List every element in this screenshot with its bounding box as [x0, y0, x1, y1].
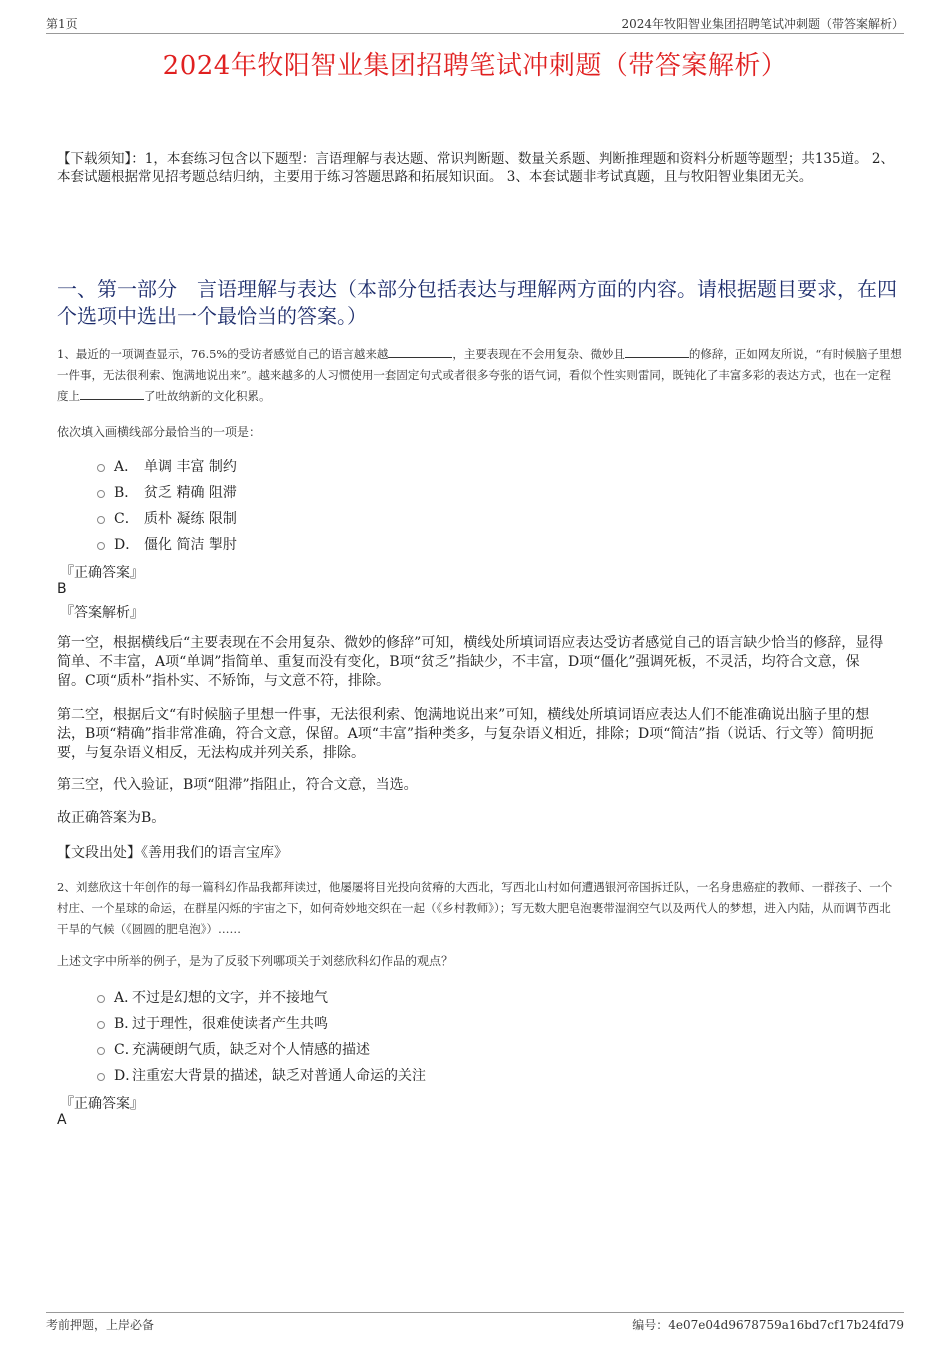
blank-3: [80, 387, 144, 400]
header-doc-title: 2024年牧阳智业集团招聘笔试冲刺题（带答案解析）: [621, 17, 904, 31]
option-a[interactable]: A． 单调 丰富 制约: [97, 453, 237, 479]
radio-icon[interactable]: [97, 1047, 105, 1055]
question-1-part-c: 的修辞，正如网友所说，“有时候脑子里想一件事，无法很利索、饱满地说出来”。越来越多的人习惯使用一套固定句式或者很多夸张的语气词，看似个性实则雷同，既钝化了丰富多彩的表达方式，也在一定程度上: [57, 347, 902, 403]
question-1-options: [97, 453, 237, 557]
question-1-part-a: 1、最近的一项调查显示，76.5%的受访者感觉自己的语言越来越: [57, 347, 389, 361]
question-1-text: [57, 344, 902, 407]
document-id: 编号：4e07e04d9678759a16bd7cf17b24fd79: [632, 1318, 904, 1332]
option-d[interactable]: D． 注重宏大背景的描述，缺乏对普通人命运的关注: [97, 1062, 426, 1088]
radio-icon[interactable]: [97, 464, 105, 472]
footer-slogan: 考前押题，上岸必备: [46, 1318, 155, 1332]
answer-value: A: [57, 1112, 67, 1128]
question-2-options: [97, 984, 426, 1088]
option-b[interactable]: B． 过于理性，很难使读者产生共鸣: [97, 1010, 426, 1036]
option-c[interactable]: C． 质朴 凝练 限制: [97, 505, 237, 531]
question-2-text: 2、刘慈欣这十年创作的每一篇科幻作品我都拜读过，他屡屡将目光投向贫瘠的大西北，写西北山村如何遭遇银河帝国拆迁队，一名身患癌症的教师、一群孩子、一个村庄、一个星球的命运，在群星闪烁的宇宙之下，如何奇妙地交织在一起（《乡村教师》）；写无数大肥皂泡裹带湿润空气以及两代人的梦想，进入内陆，从而调节西北干旱的气候（《圆圆的肥皂泡》）……: [57, 880, 893, 936]
question-2-prompt: 上述文字中所举的例子，是为了反驳下列哪项关于刘慈欣科幻作品的观点？: [57, 954, 454, 968]
answer-label: 『正确答案』: [60, 565, 144, 581]
radio-icon[interactable]: [97, 995, 105, 1003]
blank-2: [625, 345, 689, 358]
radio-icon[interactable]: [97, 490, 105, 498]
section-heading: 一、第一部分 言语理解与表达（本部分包括表达与理解两方面的内容。请根据题目要求，在四个选项中选出一个最恰当的答案。）: [57, 277, 897, 328]
option-d[interactable]: D． 僵化 简洁 掣肘: [97, 531, 237, 557]
question-1-prompt: 依次填入画横线部分最恰当的一项是：: [57, 425, 262, 439]
option-a[interactable]: A． 不过是幻想的文字，并不接地气: [97, 984, 426, 1010]
page-footer: [46, 1312, 904, 1333]
question-1-part-d: 了吐故纳新的文化积累。: [144, 389, 271, 403]
page-number: 第1页: [46, 17, 78, 31]
analysis-paragraph: 第一空，根据横线后“主要表现在不会用复杂、微妙的修辞”可知，横线处所填词语应表达受访者感觉自己的语言缺少恰当的修辞，显得简单、不丰富，A项“单调”指简单、重复而没有变化，B项“贫乏”指缺少，不丰富，D项“僵化”强调死板，不灵活，均符合文意，保留。C项“质朴”指朴实、不矫饰，与文意不符，排除。: [57, 635, 884, 689]
analysis-label: 『答案解析』: [60, 605, 144, 621]
question-1-part-b: ，主要表现在不会用复杂、微妙且: [452, 347, 625, 361]
page-header: [46, 15, 904, 34]
radio-icon[interactable]: [97, 1021, 105, 1029]
radio-icon[interactable]: [97, 542, 105, 550]
analysis-paragraph: 故正确答案为B。: [57, 810, 166, 826]
option-b[interactable]: B． 贫乏 精确 阻滞: [97, 479, 237, 505]
option-c[interactable]: C． 充满硬朗气质，缺乏对个人情感的描述: [97, 1036, 426, 1062]
source-citation: 【文段出处】《善用我们的语言宝库》: [57, 845, 288, 861]
download-notice: 【下载须知】：1，本套练习包含以下题型：言语理解与表达题、常识判断题、数量关系题、判断推理题和资料分析题等题型；共135道。 2、本套试题根据常见招考题总结归纳，主要用于练习答题思路和拓展知识面。 3、本套试题非考试真题，且与牧阳智业集团无关。: [57, 151, 894, 185]
answer-label: 『正确答案』: [60, 1096, 144, 1112]
answer-value: B: [57, 581, 67, 597]
blank-1: [388, 345, 452, 358]
analysis-paragraph: 第二空，根据后文“有时候脑子里想一件事，无法很利索、饱满地说出来”可知，横线处所填词语应表达人们不能准确说出脑子里的想法，B项“精确”指非常准确，符合文意，保留。A项“丰富”指种类多，与复杂语义相近，排除；D项“简洁”指（说话、行文等）简明扼要，与复杂语义相反，无法构成并列关系，排除。: [57, 707, 874, 761]
analysis-paragraph: 第三空，代入验证，B项“阻滞”指阻止，符合文意，当选。: [57, 777, 418, 793]
document-title: 2024年牧阳智业集团招聘笔试冲刺题（带答案解析）: [162, 51, 788, 81]
radio-icon[interactable]: [97, 1073, 105, 1081]
radio-icon[interactable]: [97, 516, 105, 524]
